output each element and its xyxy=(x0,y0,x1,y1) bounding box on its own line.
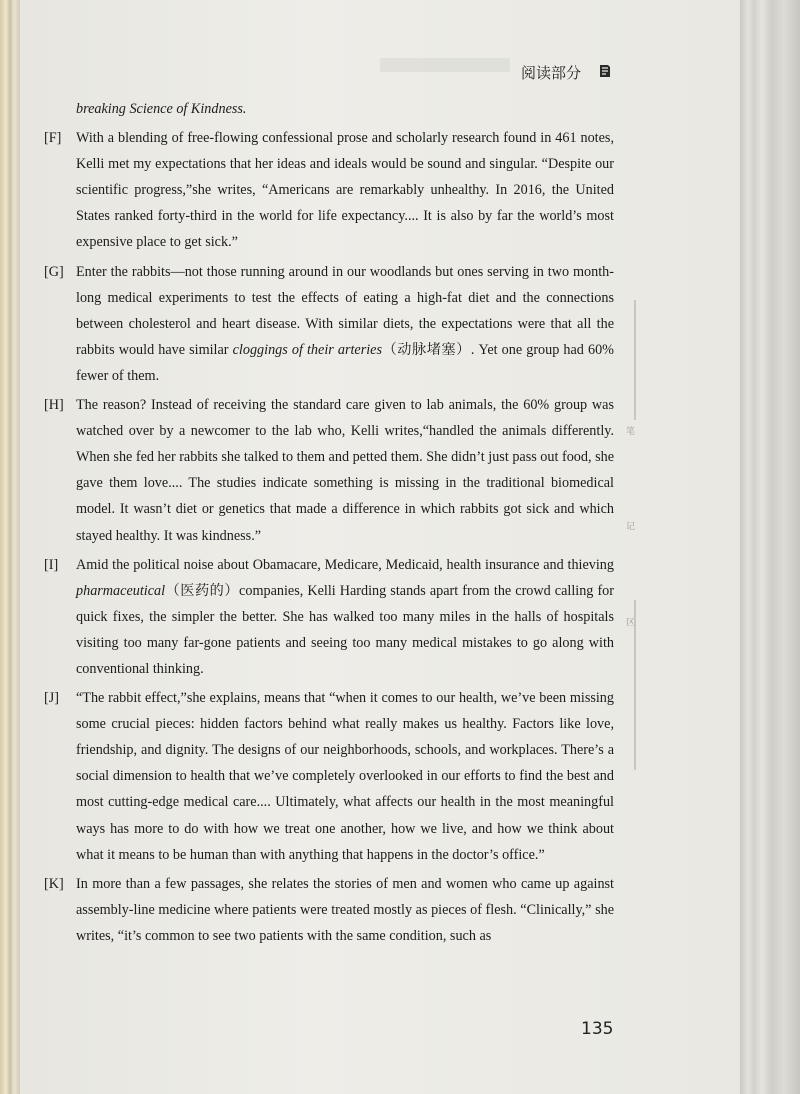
paragraph-k xyxy=(44,871,614,949)
paragraph-h xyxy=(44,392,614,549)
margin-note-char: 记 xyxy=(626,522,636,532)
section-header-icon xyxy=(597,63,613,79)
paragraph-j xyxy=(44,685,614,868)
book-spine-edge xyxy=(0,0,20,1094)
margin-note-char: 笔 xyxy=(626,427,636,437)
text-segment: Enter the rabbits—not those running around in our woodlands but ones serving in two month-long medical experiments to test the effects of eating a high-fat diet and the connections between cholesterol and heart disease. With similar diets, the expectations were that all the rabbits would have similar xyxy=(76,263,614,358)
margin-note-rule xyxy=(634,300,636,420)
italic-term: pharmaceutical xyxy=(76,582,166,599)
article-text xyxy=(44,92,614,949)
section-header-title: 阅读部分 xyxy=(521,64,582,82)
text-segment: （医药的）companies, Kelli Harding stands apart from the crowd calling for quick fixes, the simpler the better. She has walked too many miles in the halls of hospitals visiting too many far-gone patients and seeing too many medical mistakes to go along with conventional thinking. xyxy=(76,582,614,677)
text-segment: Amid the political noise about Obamacare, Medicare, Medicaid, health insurance and thieving xyxy=(76,556,614,573)
italic-book-title: breaking Science of Kindness. xyxy=(76,101,247,117)
paragraph-g xyxy=(44,259,614,389)
paragraph-label: [G] xyxy=(44,263,64,280)
paragraph-label: [F] xyxy=(44,130,62,147)
paragraph-f xyxy=(44,125,614,255)
paragraph-label: [K] xyxy=(44,875,64,892)
paragraph-text: In more than a few passages, she relates the stories of men and women who came up against assembly-line medicine where patients were treated mostly as pieces of flesh. “Clinically,” she writes, “it’s common to see two patients with the same condition, such as xyxy=(76,875,614,944)
paragraph-label: [H] xyxy=(44,397,64,414)
paragraph-text xyxy=(76,259,614,389)
paragraph-label: [J] xyxy=(44,690,59,707)
page-stack-edge xyxy=(740,0,800,1094)
margin-note-char: 区 xyxy=(626,618,636,628)
continuation-line xyxy=(44,96,614,122)
paragraph-text: “The rabbit effect,”she explains, means that “when it comes to our health, we’ve been missing some crucial pieces: hidden factors behind what really makes us healthy. Factors like love, friendship, and dignity. The designs of our neighborhoods, schools, and workplaces. There’s a social dimension to health that we’ve completely overlooked in our efforts to find the best and most cutting-edge medical care.... Ultimately, what affects our health in the most meaningful ways has more to do with how we treat one another, how we live, and how we think about what it means to be human than with anything that happens in the doctor’s office.” xyxy=(76,690,614,863)
text-segment: （动脉堵塞）. Yet one group had 60% fewer of them. xyxy=(76,341,614,384)
paragraph-text xyxy=(76,552,614,682)
paragraph-label: [I] xyxy=(44,556,59,573)
page-number: 135 xyxy=(581,1019,614,1039)
italic-term: cloggings of their arteries xyxy=(232,341,382,358)
bleed-through-header xyxy=(380,58,510,72)
paragraph-text: The reason? Instead of receiving the standard care given to lab animals, the 60% group was watched over by a newcomer to the lab who, Kelli writes,“handled the animals differently. When she fed her rabbits she talked to them and petted them. She didn’t just pass out food, she gave them love.... The studies indicate something is missing in the traditional biomedical model. It wasn’t diet or genetics that made a difference in which rabbits got sick and which stayed healthy. It was kindness.” xyxy=(76,397,614,544)
paragraph-text: With a blending of free-flowing confessional prose and scholarly research found in 461 notes, Kelli met my expectations that her ideas and ideals would be sound and singular. “Despite our scientific progress,”she writes, “Americans are remarkably unhealthy. In 2016, the United States ranked forty-third in the world for life expectancy.... It is also by far the world’s most expensive place to get sick.” xyxy=(76,130,614,251)
paragraph-i xyxy=(44,552,614,682)
